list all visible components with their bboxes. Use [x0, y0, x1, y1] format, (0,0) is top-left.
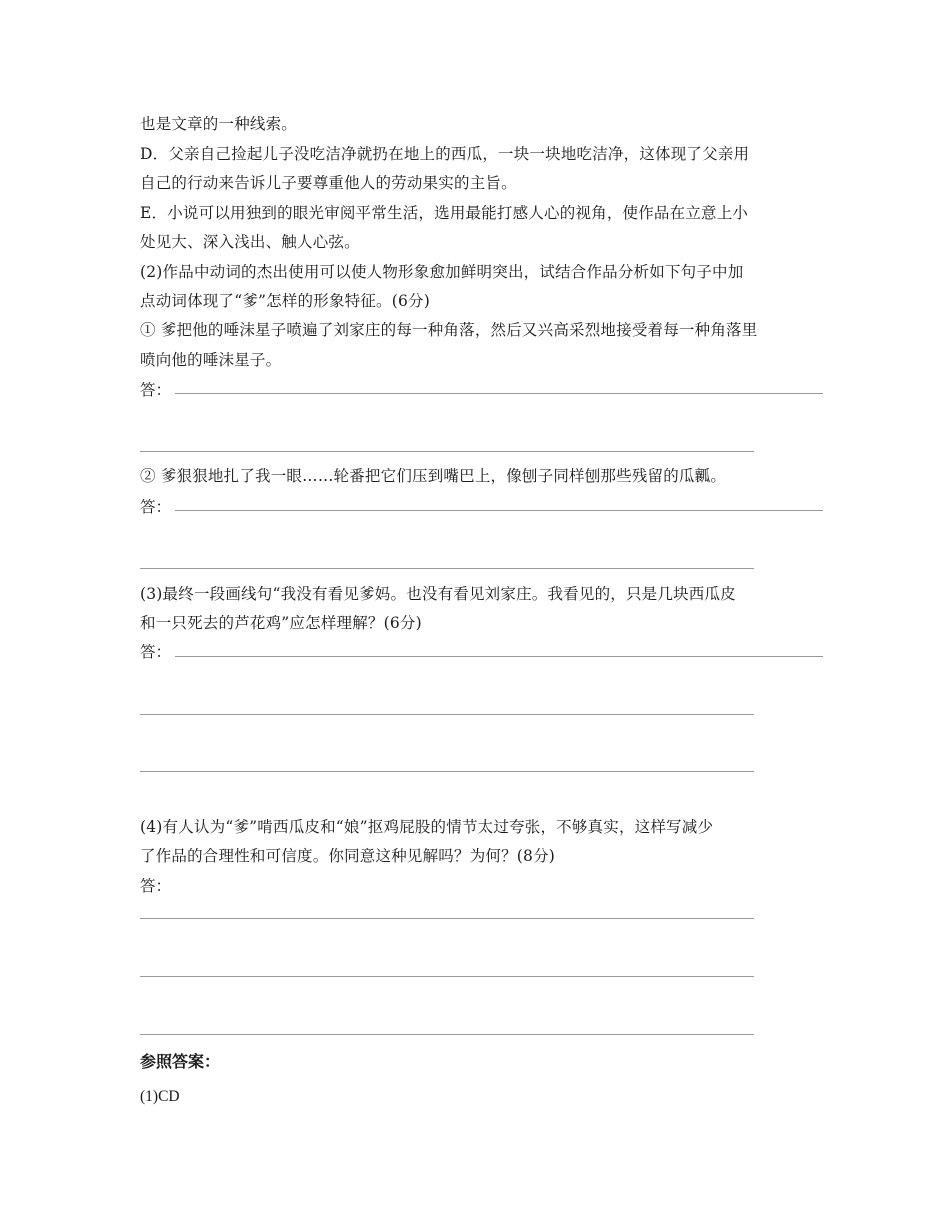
- text-line: 处见大、深入浅出、触人心弦。: [140, 233, 360, 251]
- question-2-item-2: ② 爹狠狠地扎了我一眼……轮番把它们压到嘴巴上，像刨子同样刨那些残留的瓜瓤。: [140, 467, 727, 485]
- answer-line[interactable]: [140, 451, 754, 452]
- reference-answer-heading: 参照答案：: [140, 1052, 221, 1071]
- answer-line[interactable]: [140, 976, 754, 977]
- reference-answer: (1)CD: [140, 1088, 180, 1105]
- question-3-line: 和一只死去的芦花鸡”应怎样理解？(6分): [140, 614, 422, 632]
- answer-label: 答：: [140, 877, 172, 895]
- answer-line[interactable]: [140, 714, 754, 715]
- question-4-line: (4)有人认为“爹”啃西瓜皮和“娘”抠鸡屁股的情节太过夸张，不够真实，这样写减少: [140, 818, 714, 836]
- text-line: 也是文章的一种线索。: [140, 115, 298, 133]
- question-2-line: 点动词体现了“爹”怎样的形象特征。(6分): [140, 292, 431, 310]
- answer-line[interactable]: [140, 771, 754, 772]
- question-2-item-1: ① 爹把他的唾沫星子喷遍了刘家庄的每一种角落，然后又兴高采烈地接受着每一种角落里: [140, 321, 758, 339]
- answer-line[interactable]: [175, 393, 823, 394]
- answer-label: 答：: [140, 381, 172, 399]
- answer-line[interactable]: [175, 656, 823, 657]
- question-2-item-1: 喷向他的唾沫星子。: [140, 351, 282, 369]
- answer-label: 答：: [140, 498, 172, 516]
- answer-line[interactable]: [175, 510, 823, 511]
- question-4-line: 了作品的合理性和可信度。你同意这种见解吗？为何？(8分): [140, 847, 556, 865]
- text-line: D．父亲自己捡起儿子没吃洁净就扔在地上的西瓜，一块一块地吃洁净，这体现了父亲用: [140, 145, 750, 163]
- answer-line[interactable]: [140, 1034, 754, 1035]
- answer-label: 答：: [140, 643, 172, 661]
- answer-line[interactable]: [140, 918, 754, 919]
- question-3-line: (3)最终一段画线句“我没有看见爹妈。也没有看见刘家庄。我看见的，只是几块西瓜皮: [140, 585, 736, 603]
- answer-line[interactable]: [140, 568, 754, 569]
- text-line: 自己的行动来告诉儿子要尊重他人的劳动果实的主旨。: [140, 174, 517, 192]
- question-2-line: (2)作品中动词的杰出使用可以使人物形象愈加鲜明突出，试结合作品分析如下句子中加: [140, 263, 744, 281]
- text-line: E．小说可以用独到的眼光审阅平常生活，选用最能打感人心的视角，使作品在立意上小: [140, 204, 749, 222]
